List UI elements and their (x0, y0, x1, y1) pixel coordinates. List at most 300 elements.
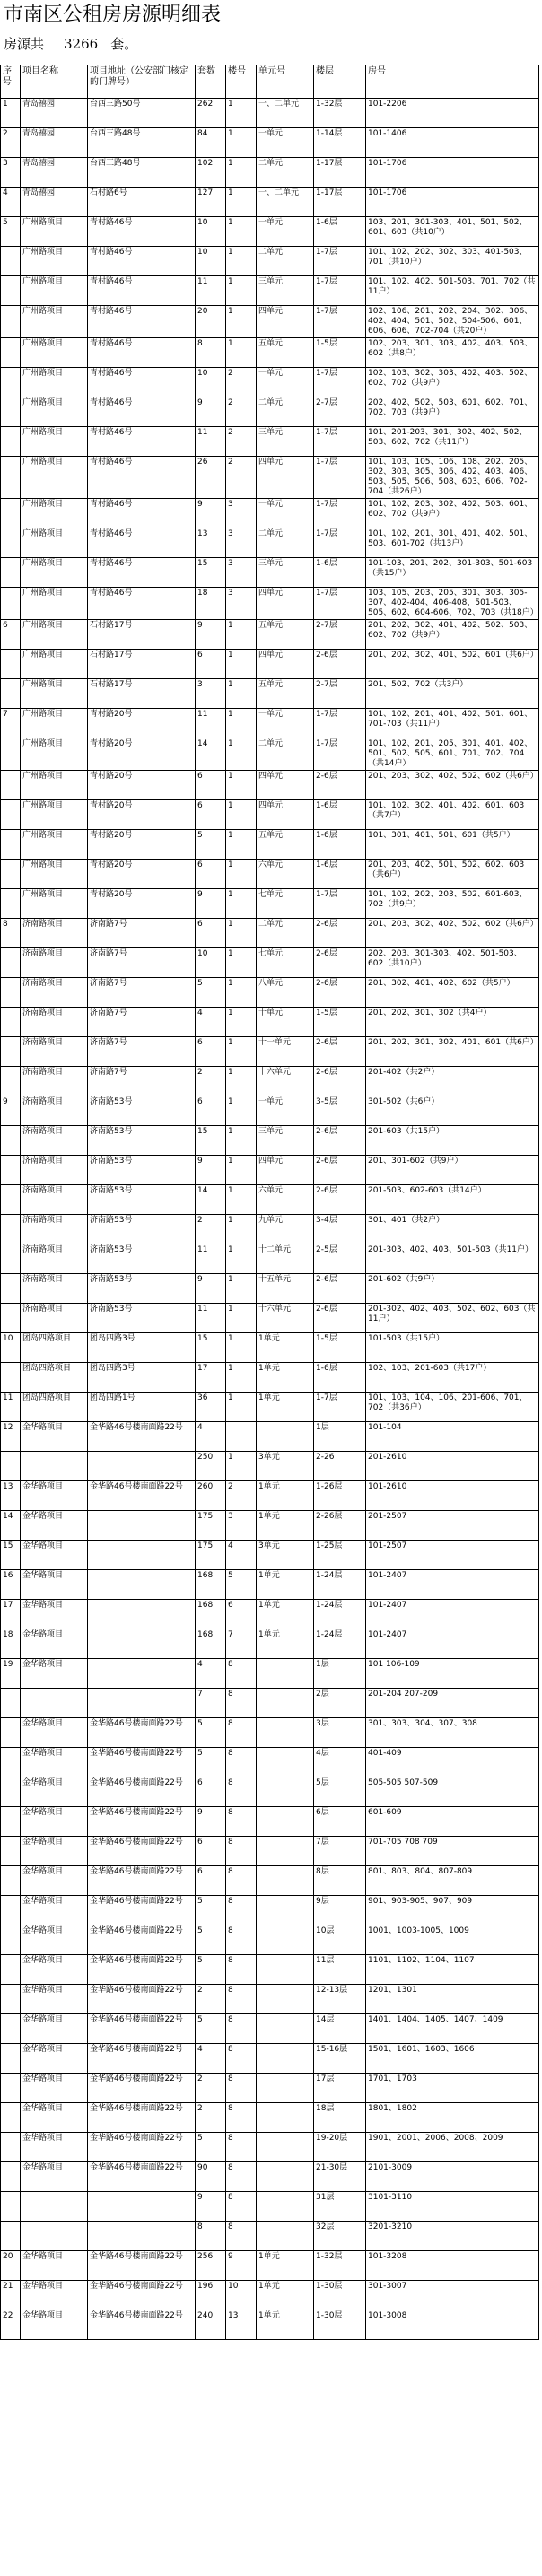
cell-floor: 2-7层 (314, 397, 366, 427)
cell-floor: 1-7层 (314, 368, 366, 397)
cell-address: 台西三路48号 (88, 128, 196, 158)
cell-room: 101-3008 (366, 2310, 539, 2340)
cell-project (21, 1452, 88, 1481)
cell-index: 6 (1, 620, 21, 650)
cell-units: 2 (196, 1985, 226, 2014)
cell-project: 金华路项目 (21, 2162, 88, 2192)
cell-project: 济南路项目 (21, 1067, 88, 1096)
cell-room: 3201-3210 (366, 2222, 539, 2251)
cell-room: 101、102、202、203、502、601-603、702（共9户） (366, 889, 539, 919)
cell-units: 18 (196, 588, 226, 620)
cell-unit-no: 四单元 (257, 650, 314, 679)
cell-address (88, 1600, 196, 1629)
cell-address: 金华路46号楼南面路22号 (88, 1718, 196, 1748)
cell-index: 13 (1, 1481, 21, 1511)
cell-unit-no: 二单元 (257, 247, 314, 276)
cell-floor: 8层 (314, 1866, 366, 1896)
cell-unit-no: 二单元 (257, 397, 314, 427)
cell-building: 8 (226, 2222, 257, 2251)
cell-address (88, 1570, 196, 1600)
cell-floor: 2-6层 (314, 1126, 366, 1156)
summary-suffix: 套。 (110, 36, 138, 52)
table-row (1, 1541, 539, 1570)
cell-address (88, 1541, 196, 1570)
cell-building: 1 (226, 276, 257, 306)
cell-floor: 2-6层 (314, 1185, 366, 1215)
cell-room: 101、102、201、401、402、501、601、701-703（共11户） (366, 709, 539, 738)
cell-address: 石村路17号 (88, 620, 196, 650)
cell-unit-no (257, 1748, 314, 1777)
cell-index: 9 (1, 1096, 21, 1126)
cell-floor: 1-7层 (314, 306, 366, 338)
cell-address: 济南路53号 (88, 1274, 196, 1304)
cell-units: 175 (196, 1541, 226, 1570)
cell-index: 3 (1, 158, 21, 188)
cell-room: 1501、1601、1603、1606 (366, 2044, 539, 2074)
cell-floor: 2-6层 (314, 948, 366, 978)
cell-building: 1 (226, 1008, 257, 1037)
table-row (1, 830, 539, 860)
cell-building: 1 (226, 188, 257, 217)
cell-unit-no: 1单元 (257, 2310, 314, 2340)
cell-address: 青村路46号 (88, 247, 196, 276)
cell-unit-no (257, 1925, 314, 1955)
table-row (1, 499, 539, 528)
cell-building (226, 1422, 257, 1452)
cell-address: 济南路7号 (88, 919, 196, 948)
cell-building: 5 (226, 1570, 257, 1600)
cell-floor: 1-5层 (314, 1008, 366, 1037)
table-row (1, 2133, 539, 2162)
cell-units: 256 (196, 2251, 226, 2281)
cell-units: 6 (196, 800, 226, 830)
cell-unit-no: 一单元 (257, 368, 314, 397)
cell-index (1, 860, 21, 889)
cell-room: 201、502、702（共3户） (366, 679, 539, 709)
cell-units: 4 (196, 2044, 226, 2074)
cell-room: 101-503（共15户） (366, 1333, 539, 1363)
cell-units: 6 (196, 650, 226, 679)
cell-project: 金华路项目 (21, 2251, 88, 2281)
cell-address: 石村路6号 (88, 188, 196, 217)
cell-address: 金华路46号楼南面路22号 (88, 2310, 196, 2340)
cell-project: 金华路项目 (21, 1955, 88, 1985)
cell-floor: 2-6层 (314, 1067, 366, 1096)
cell-building: 8 (226, 2162, 257, 2192)
cell-units: 5 (196, 1896, 226, 1925)
cell-units: 262 (196, 99, 226, 128)
cell-unit-no (257, 1718, 314, 1748)
cell-building: 1 (226, 1156, 257, 1185)
cell-index (1, 1718, 21, 1748)
cell-address (88, 2222, 196, 2251)
cell-unit-no: 一单元 (257, 1096, 314, 1126)
page-title: 市南区公租房房源明细表 (4, 4, 222, 26)
cell-room: 101、102、201、205、301、401、402、501、502、505、601、701、702、704（共14户） (366, 738, 539, 771)
cell-address: 石村路17号 (88, 679, 196, 709)
table-row (1, 1244, 539, 1274)
cell-project: 金华路项目 (21, 1718, 88, 1748)
cell-units: 6 (196, 1866, 226, 1896)
cell-units: 6 (196, 1837, 226, 1866)
cell-index (1, 1215, 21, 1244)
cell-project: 青岛禧园 (21, 188, 88, 217)
cell-index (1, 1304, 21, 1333)
table-row (1, 889, 539, 919)
cell-address (88, 1689, 196, 1718)
cell-units: 84 (196, 128, 226, 158)
cell-building: 1 (226, 1244, 257, 1274)
cell-building: 8 (226, 1925, 257, 1955)
cell-building: 1 (226, 771, 257, 800)
cell-floor: 32层 (314, 2222, 366, 2251)
table-row (1, 276, 539, 306)
cell-building: 1 (226, 650, 257, 679)
header-unit-no: 单元号 (257, 65, 314, 99)
cell-project: 广州路项目 (21, 217, 88, 247)
cell-project: 广州路项目 (21, 738, 88, 771)
cell-address: 金华路46号楼南面路22号 (88, 2162, 196, 2192)
cell-unit-no: 一、二单元 (257, 188, 314, 217)
cell-building: 8 (226, 2133, 257, 2162)
table-row (1, 528, 539, 558)
cell-room: 201、202、302、401、402、502、503、602、702（共9户） (366, 620, 539, 650)
cell-address: 济南路53号 (88, 1244, 196, 1274)
cell-units: 2 (196, 1067, 226, 1096)
cell-project: 青岛禧园 (21, 158, 88, 188)
cell-units: 5 (196, 1925, 226, 1955)
cell-units: 10 (196, 247, 226, 276)
cell-project: 金华路项目 (21, 1925, 88, 1955)
cell-building: 8 (226, 2192, 257, 2222)
cell-room: 401-409 (366, 1748, 539, 1777)
cell-unit-no: 1单元 (257, 1629, 314, 1659)
cell-building: 9 (226, 2251, 257, 2281)
cell-project: 济南路项目 (21, 1244, 88, 1274)
cell-floor: 1-14层 (314, 128, 366, 158)
cell-address: 金华路46号楼南面路22号 (88, 1955, 196, 1985)
cell-index: 7 (1, 709, 21, 738)
cell-unit-no: 十一单元 (257, 1037, 314, 1067)
cell-building: 1 (226, 738, 257, 771)
cell-unit-no: 一单元 (257, 499, 314, 528)
cell-address: 金华路46号楼南面路22号 (88, 2014, 196, 2044)
cell-floor: 1层 (314, 1422, 366, 1452)
cell-index (1, 338, 21, 368)
cell-unit-no (257, 1689, 314, 1718)
cell-address: 济南路53号 (88, 1185, 196, 1215)
cell-building: 8 (226, 1748, 257, 1777)
cell-index: 19 (1, 1659, 21, 1689)
cell-room: 101-103、201、202、301-303、501-603（共15户） (366, 558, 539, 588)
cell-floor: 14层 (314, 2014, 366, 2044)
cell-floor: 2-6层 (314, 650, 366, 679)
cell-index (1, 247, 21, 276)
cell-room: 103、105、203、205、301、303、305-307、402-404、406-408、501-503、505、602、604-606、702、703（共18户） (366, 588, 539, 620)
cell-address: 金华路46号楼南面路22号 (88, 1748, 196, 1777)
cell-units: 9 (196, 499, 226, 528)
cell-address: 青村路46号 (88, 528, 196, 558)
table-row (1, 1511, 539, 1541)
cell-address: 青村路46号 (88, 338, 196, 368)
table-row (1, 2281, 539, 2310)
cell-index (1, 1008, 21, 1037)
cell-index (1, 558, 21, 588)
cell-project: 广州路项目 (21, 247, 88, 276)
cell-unit-no (257, 2103, 314, 2133)
table-row (1, 457, 539, 499)
cell-floor: 2-6层 (314, 1037, 366, 1067)
cell-unit-no: 十二单元 (257, 1244, 314, 1274)
table-row (1, 1333, 539, 1363)
table-row (1, 650, 539, 679)
cell-building: 1 (226, 1304, 257, 1333)
housing-table (0, 65, 539, 2340)
cell-units: 6 (196, 771, 226, 800)
cell-unit-no (257, 1866, 314, 1896)
cell-room: 201-2610 (366, 1452, 539, 1481)
cell-floor: 2-7层 (314, 620, 366, 650)
table-row (1, 368, 539, 397)
cell-unit-no: 七单元 (257, 889, 314, 919)
cell-address: 青村路20号 (88, 860, 196, 889)
cell-project: 金华路项目 (21, 1629, 88, 1659)
table-row (1, 2310, 539, 2340)
cell-address: 金华路46号楼南面路22号 (88, 1896, 196, 1925)
table-row (1, 860, 539, 889)
table-row (1, 1037, 539, 1067)
cell-project: 济南路项目 (21, 1126, 88, 1156)
cell-unit-no: 1单元 (257, 2281, 314, 2310)
cell-units: 260 (196, 1481, 226, 1511)
cell-building: 2 (226, 427, 257, 457)
cell-project: 广州路项目 (21, 620, 88, 650)
cell-building: 1 (226, 1185, 257, 1215)
cell-project: 广州路项目 (21, 499, 88, 528)
cell-address: 金华路46号楼南面路22号 (88, 1422, 196, 1452)
cell-room: 505-505 507-509 (366, 1777, 539, 1807)
cell-floor: 1-6层 (314, 558, 366, 588)
table-row (1, 1837, 539, 1866)
cell-room: 201、203、402、501、502、602、603（共6户） (366, 860, 539, 889)
cell-units: 20 (196, 306, 226, 338)
table-row (1, 2014, 539, 2044)
cell-index (1, 588, 21, 620)
cell-building: 1 (226, 247, 257, 276)
cell-address: 济南路53号 (88, 1156, 196, 1185)
cell-floor: 2-26 (314, 1452, 366, 1481)
cell-address (88, 1511, 196, 1541)
cell-floor: 1-7层 (314, 276, 366, 306)
cell-unit-no: 二单元 (257, 919, 314, 948)
cell-address: 青村路46号 (88, 397, 196, 427)
cell-building: 1 (226, 889, 257, 919)
cell-project: 金华路项目 (21, 1777, 88, 1807)
cell-project: 广州路项目 (21, 650, 88, 679)
cell-floor: 1-7层 (314, 247, 366, 276)
cell-room: 101-1706 (366, 158, 539, 188)
cell-room: 201-602（共9户） (366, 1274, 539, 1304)
cell-units: 10 (196, 948, 226, 978)
table-row (1, 1481, 539, 1511)
cell-floor: 1-6层 (314, 860, 366, 889)
cell-building: 1 (226, 1215, 257, 1244)
cell-room: 201、202、301、302、401、601（共6户） (366, 1037, 539, 1067)
cell-project: 团岛四路项目 (21, 1363, 88, 1393)
table-row (1, 1304, 539, 1333)
cell-index (1, 2192, 21, 2222)
cell-project: 广州路项目 (21, 528, 88, 558)
cell-units: 240 (196, 2310, 226, 2340)
table-row (1, 2044, 539, 2074)
cell-room: 101、102、201、301、401、402、501、503、601-702（共13户） (366, 528, 539, 558)
cell-address: 团岛四路3号 (88, 1363, 196, 1393)
table-row (1, 558, 539, 588)
table-row (1, 1363, 539, 1393)
cell-building: 1 (226, 1096, 257, 1126)
cell-floor: 31层 (314, 2192, 366, 2222)
header-floor: 楼层 (314, 65, 366, 99)
table-row (1, 2251, 539, 2281)
cell-project: 青岛禧园 (21, 128, 88, 158)
cell-building: 6 (226, 1600, 257, 1629)
cell-address: 济南路53号 (88, 1096, 196, 1126)
cell-building: 2 (226, 397, 257, 427)
cell-floor: 1-7层 (314, 889, 366, 919)
table-row (1, 1393, 539, 1422)
cell-building: 1 (226, 1452, 257, 1481)
cell-building: 1 (226, 1363, 257, 1393)
cell-units: 13 (196, 528, 226, 558)
cell-floor: 3-5层 (314, 1096, 366, 1126)
cell-building: 1 (226, 1274, 257, 1304)
cell-address: 青村路46号 (88, 457, 196, 499)
cell-floor: 10层 (314, 1925, 366, 1955)
cell-units: 10 (196, 217, 226, 247)
cell-building: 2 (226, 1481, 257, 1511)
table-row (1, 1748, 539, 1777)
cell-room: 201-302、402、403、502、602、603（共11户） (366, 1304, 539, 1333)
cell-room: 202、402、502、503、601、602、701、702、703（共9户） (366, 397, 539, 427)
cell-project: 济南路项目 (21, 1037, 88, 1067)
cell-units: 102 (196, 158, 226, 188)
cell-units: 26 (196, 457, 226, 499)
cell-address (88, 1452, 196, 1481)
cell-index (1, 1689, 21, 1718)
table-row (1, 2222, 539, 2251)
cell-project: 济南路项目 (21, 1274, 88, 1304)
cell-address: 台西三路48号 (88, 158, 196, 188)
table-row (1, 919, 539, 948)
cell-units: 15 (196, 558, 226, 588)
cell-unit-no: 五单元 (257, 679, 314, 709)
cell-units: 36 (196, 1393, 226, 1422)
header-index: 序号 (1, 65, 21, 99)
cell-building: 3 (226, 499, 257, 528)
cell-floor: 1-32层 (314, 2251, 366, 2281)
cell-room: 1101、1102、1104、1107 (366, 1955, 539, 1985)
cell-floor: 2-7层 (314, 679, 366, 709)
cell-floor: 1-7层 (314, 1393, 366, 1422)
cell-unit-no: 3单元 (257, 1452, 314, 1481)
table-row (1, 338, 539, 368)
cell-project (21, 2222, 88, 2251)
cell-index (1, 1037, 21, 1067)
cell-floor: 1-26层 (314, 1481, 366, 1511)
cell-unit-no (257, 1659, 314, 1689)
cell-floor: 1-7层 (314, 499, 366, 528)
table-row (1, 1570, 539, 1600)
cell-address: 青村路20号 (88, 709, 196, 738)
cell-project: 广州路项目 (21, 588, 88, 620)
cell-room: 102、103、201-603（共17户） (366, 1363, 539, 1393)
cell-address: 济南路53号 (88, 1126, 196, 1156)
cell-room: 1801、1802 (366, 2103, 539, 2133)
cell-building: 8 (226, 1659, 257, 1689)
cell-project: 金华路项目 (21, 2103, 88, 2133)
cell-project: 济南路项目 (21, 978, 88, 1008)
cell-unit-no: 二单元 (257, 738, 314, 771)
table-row (1, 217, 539, 247)
cell-unit-no: 1单元 (257, 1570, 314, 1600)
cell-building: 1 (226, 679, 257, 709)
cell-project: 金华路项目 (21, 1748, 88, 1777)
cell-building: 1 (226, 99, 257, 128)
table-row (1, 427, 539, 457)
cell-units: 9 (196, 620, 226, 650)
cell-units: 9 (196, 1807, 226, 1837)
cell-room: 801、803、804、807-809 (366, 1866, 539, 1896)
cell-index (1, 1274, 21, 1304)
header-project: 项目名称 (21, 65, 88, 99)
cell-unit-no: 三单元 (257, 427, 314, 457)
cell-units: 2 (196, 1215, 226, 1244)
cell-units: 11 (196, 276, 226, 306)
cell-floor: 2-5层 (314, 1244, 366, 1274)
cell-index: 4 (1, 188, 21, 217)
cell-index (1, 1452, 21, 1481)
cell-address: 青村路46号 (88, 276, 196, 306)
cell-units: 11 (196, 709, 226, 738)
cell-index: 17 (1, 1600, 21, 1629)
cell-building: 1 (226, 217, 257, 247)
cell-room: 601-609 (366, 1807, 539, 1837)
cell-room: 1701、1703 (366, 2074, 539, 2103)
cell-index (1, 1126, 21, 1156)
cell-index: 14 (1, 1511, 21, 1541)
cell-unit-no: 四单元 (257, 800, 314, 830)
cell-address: 金华路46号楼南面路22号 (88, 2281, 196, 2310)
cell-project: 广州路项目 (21, 306, 88, 338)
cell-unit-no: 1单元 (257, 2251, 314, 2281)
cell-address: 青村路46号 (88, 306, 196, 338)
table-row (1, 709, 539, 738)
table-row (1, 1215, 539, 1244)
cell-units: 5 (196, 830, 226, 860)
cell-index (1, 679, 21, 709)
cell-units: 2 (196, 2074, 226, 2103)
cell-room: 2101-3009 (366, 2162, 539, 2192)
cell-floor: 15-16层 (314, 2044, 366, 2074)
cell-units: 3 (196, 679, 226, 709)
cell-units: 7 (196, 1689, 226, 1718)
cell-project: 金华路项目 (21, 2281, 88, 2310)
table-row (1, 128, 539, 158)
cell-building: 8 (226, 2074, 257, 2103)
cell-address: 青村路46号 (88, 368, 196, 397)
cell-units: 5 (196, 1955, 226, 1985)
table-row (1, 1600, 539, 1629)
